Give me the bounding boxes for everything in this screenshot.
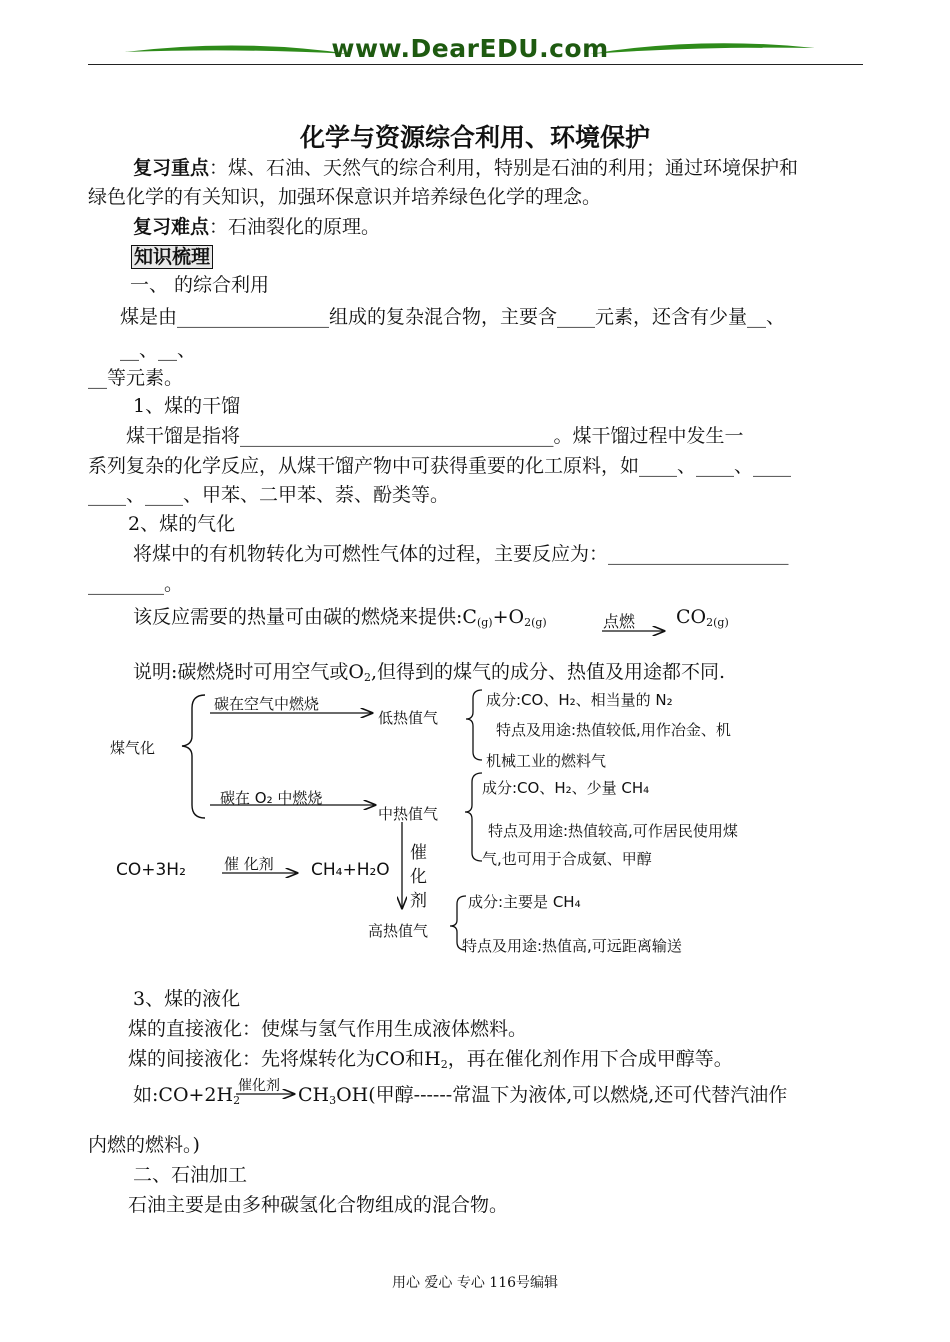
section-two-heading: 二、石油加工: [133, 1164, 248, 1186]
coal-composition-3: __等元素。: [88, 367, 184, 389]
low-heat-use-1: 特点及用途:热值较低,用作冶金、机: [496, 721, 731, 739]
section-one-heading: 一、 的综合利用: [130, 274, 270, 296]
focus-text: ：煤、石油、天然气的综合利用，特别是石油的利用；通过环境保护和: [209, 157, 799, 179]
gasification-heading: 2、煤的气化: [128, 513, 236, 535]
low-heat-gas: 低热值气: [378, 709, 439, 727]
medium-heat-composition: 成分:CO、H₂、少量 CH₄: [482, 779, 650, 797]
example-cont: 内燃的燃料。): [88, 1134, 200, 1156]
reaction-reactants: CO+3H₂: [116, 860, 186, 880]
example-reactants: 如$:CO+2H_2$: [133, 1084, 241, 1107]
example-catalyst: 催化剂: [238, 1078, 280, 1094]
dry-distillation-1: 煤干馏是指将_________________________________。煤干馏过程中发生一: [126, 425, 744, 447]
liquefaction-heading: 3、煤的液化: [133, 988, 241, 1010]
lower-branch-label: 碳在 O₂ 中燃烧: [220, 789, 323, 807]
coal-composition-2: __、__、: [120, 339, 197, 361]
oil-description: 石油主要是由多种碳氢化合物组成的混合物。: [128, 1194, 509, 1216]
dry-distillation-heading: 1、煤的干馏: [133, 395, 241, 417]
indirect-liquefaction: 煤的间接液化：先将煤转化为CO和$H_2$，再在催化剂作用下合成甲醇等。: [128, 1048, 733, 1071]
high-heat-composition: 成分:主要是 CH₄: [468, 893, 581, 911]
vertical-catalyst-2: 化: [410, 867, 427, 887]
reaction-products: CH₄+H₂O: [311, 860, 390, 880]
gasification-1: 将煤中的有机物转化为可燃性气体的过程，主要反应为：___________________: [133, 543, 789, 565]
note-line: 说明:碳燃烧时可用空气或$O_2$,但得到的煤气的成分、热值及用途都不同.: [133, 661, 726, 684]
coal-composition: 煤是由________________组成的复杂混合物，主要含____元素，还含有少量__、: [120, 306, 786, 328]
reaction-catalyst: 催 化剂: [224, 855, 274, 873]
focus-line-2: 绿色化学的有关知识，加强环保意识并培养绿色化学的理念。: [88, 186, 602, 208]
gasification-2: ________。: [88, 573, 184, 595]
direct-liquefaction: 煤的直接液化：使煤与氢气作用生成液体燃料。: [128, 1018, 528, 1040]
example-product: $CH_3OH$(甲醇------常温下为液体,可以燃烧,还可代替汽油作: [298, 1084, 788, 1107]
medium-heat-use-2: 气,也可用于合成氨、甲醇: [482, 850, 652, 868]
page-footer: 用心 爱心 专心 116号编辑: [391, 1275, 559, 1291]
logo-text: www.DearEDU.com: [331, 34, 609, 63]
difficulty-text: ：石油裂化的原理。: [209, 216, 381, 238]
high-heat-use: 特点及用途:热值高,可远距离输送: [462, 937, 682, 955]
low-heat-use-2: 机械工业的燃料气: [486, 752, 607, 770]
medium-heat-gas: 中热值气: [378, 805, 439, 823]
heat-line: 该反应需要的热量可由碳的燃烧来提供$:C_{(g)}+O_{2(g)}$: [133, 606, 547, 629]
medium-heat-use-1: 特点及用途:热值较高,可作居民使用煤: [488, 822, 738, 840]
ignite-condition: 点燃: [603, 612, 636, 631]
focus-label: 复习重点: [133, 157, 210, 179]
high-heat-gas: 高热值气: [368, 922, 429, 940]
diagram-root: 煤气化: [110, 739, 156, 757]
difficulty-label: 复习难点: [133, 216, 210, 238]
upper-branch-label: 碳在空气中燃烧: [214, 695, 320, 713]
page-title: 化学与资源综合利用、环境保护: [299, 123, 650, 152]
co2-product: $CO_{2(g)}$: [676, 606, 729, 629]
vertical-catalyst-1: 催: [410, 843, 427, 863]
vertical-catalyst-3: 剂: [410, 891, 427, 911]
dry-distillation-2: 系列复杂的化学反应，从煤干馏产物中可获得重要的化工原料，如____、____、____: [88, 455, 792, 477]
knowledge-box: 知识梳理: [131, 245, 213, 269]
dry-distillation-3: ____、____、甲苯、二甲苯、萘、酚类等。: [88, 484, 450, 506]
low-heat-composition: 成分:CO、H₂、相当量的 N₂: [486, 691, 673, 709]
